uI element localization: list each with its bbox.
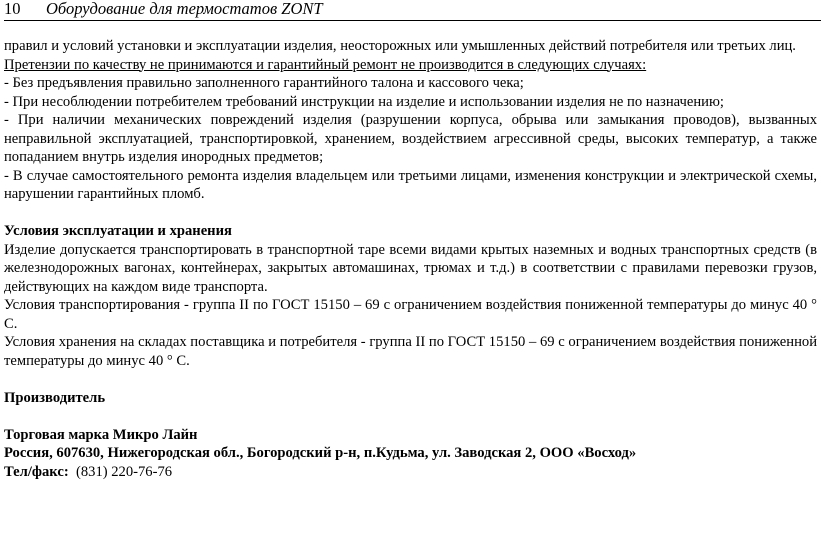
spacer xyxy=(4,204,817,223)
phone-label: Тел/факс: xyxy=(4,463,69,480)
claims-heading: Претензии по качеству не принимаются и гарантийный ремонт не производится в следующих случаях: xyxy=(4,56,647,73)
manufacturer-address: Россия, 607630, Нижегородская обл., Богородский р-н, п.Кудьма, ул. Заводская 2, ООО «Восход» xyxy=(4,445,637,461)
page-header xyxy=(4,0,821,21)
header-title: Оборудование для термостатов ZONT xyxy=(46,0,323,18)
warranty-item: - В случае самостоятельного ремонта изделия владельцем или третьими лицами, изменения конструкции и электрической схемы, нарушении гарантийных пломб. xyxy=(4,167,817,202)
manufacturer-brand: Торговая марка Микро Лайн xyxy=(4,426,198,443)
operation-heading: Условия эксплуатации и хранения xyxy=(4,223,232,239)
warranty-item: - Без предъявления правильно заполненного гарантийного талона и кассового чека; xyxy=(4,75,524,91)
phone-number: (831) 220-76-76 xyxy=(75,463,173,480)
transport-conditions: Условия транспортирования - группа II по ГОСТ 15150 – 69 с ограничением воздействия пониженной температуры до минус 40 ° С. xyxy=(4,297,817,332)
spacer xyxy=(4,407,817,426)
manufacturer-heading: Производитель xyxy=(4,389,106,406)
page-number: 10 xyxy=(4,0,21,18)
page-content xyxy=(4,37,817,481)
manufacturer-phone xyxy=(4,463,817,482)
spacer xyxy=(4,370,817,389)
transport-paragraph: Изделие допускается транспортировать в транспортной таре всеми видами крытых наземных и водных транспортных средств (в железнодорожных вагонах, контейнерах, закрытых автомашинах, трюмах и т.д.) в соответствии с правилами перевозки грузов, действующих на каждом виде транспорта. xyxy=(4,241,817,295)
storage-conditions: Условия хранения на складах поставщика и потребителя - группа II по ГОСТ 15150 – 69 с ограничением воздействия пониженной температуры до минус 40 ° С. xyxy=(4,334,817,369)
warranty-item: - При наличии механических повреждений изделия (разрушении корпуса, обрыва или замыкания проводов), вызванных неправильной эксплуатацией, транспортировкой, хранением, воздействием агрессивной среды, высоких температур, а также попаданием внутрь изделия инородных предметов; xyxy=(4,112,817,165)
warranty-continuation: правил и условий установки и эксплуатации изделия, неосторожных или умышленных действий потребителя или третьих лиц. xyxy=(4,38,796,54)
warranty-item: - При несоблюдении потребителем требований инструкции на изделие и использовании изделия не по назначению; xyxy=(4,93,724,110)
